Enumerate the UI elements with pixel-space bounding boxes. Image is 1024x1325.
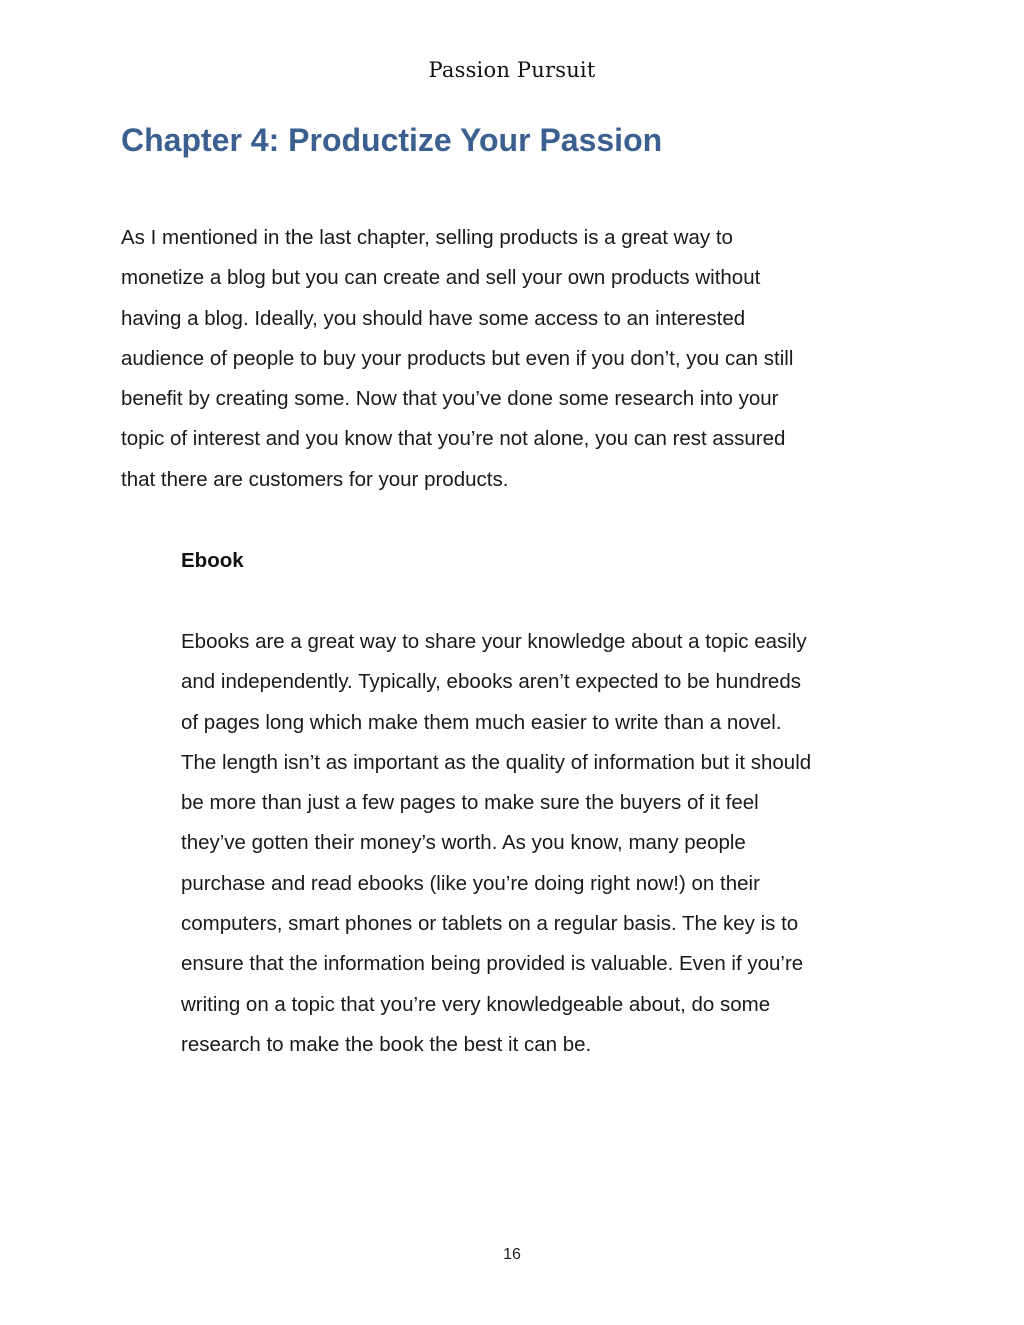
ebook-line: purchase and read ebooks (like you’re doing right now!) on their: [181, 871, 760, 895]
ebook-line: be more than just a few pages to make sure the buyers of it feel: [181, 791, 759, 815]
ebook-line: and independently. Typically, ebooks aren’t expected to be hundreds: [181, 670, 801, 694]
intro-paragraph: [121, 218, 911, 500]
page-number: 16: [503, 1246, 521, 1263]
section-heading-ebook: Ebook: [181, 549, 244, 572]
ebook-line: research to make the book the best it can be.: [181, 1032, 592, 1056]
intro-line: audience of people to buy your products but even if you don’t, you can still: [121, 346, 794, 370]
intro-line: that there are customers for your products.: [121, 467, 509, 491]
intro-line: having a blog. Ideally, you should have some access to an interested: [121, 306, 746, 330]
ebook-line: Ebooks are a great way to share your knowledge about a topic easily: [181, 630, 807, 653]
ebook-line: ensure that the information being provided is valuable. Even if you’re: [181, 952, 804, 976]
ebook-line: they’ve gotten their money’s worth. As you know, many people: [181, 831, 746, 855]
ebook-line: of pages long which make them much easier to write than a novel.: [181, 710, 782, 734]
ebook-line: computers, smart phones or tablets on a regular basis. The key is to: [181, 912, 799, 936]
ebook-line: The length isn’t as important as the quality of information but it should: [181, 750, 812, 774]
chapter-title: Chapter 4: Productize Your Passion: [121, 122, 663, 158]
intro-line: topic of interest and you know that you’re not alone, you can rest assured: [121, 427, 786, 451]
intro-line: benefit by creating some. Now that you’ve done some research into your: [121, 387, 779, 411]
intro-line: monetize a blog but you can create and sell your own products without: [121, 266, 761, 290]
ebook-line: writing on a topic that you’re very knowledgeable about, do some: [181, 992, 771, 1016]
intro-line: As I mentioned in the last chapter, selling products is a great way to: [121, 226, 733, 249]
running-header: Passion Pursuit: [428, 58, 596, 82]
ebook-paragraph: [181, 622, 911, 1065]
